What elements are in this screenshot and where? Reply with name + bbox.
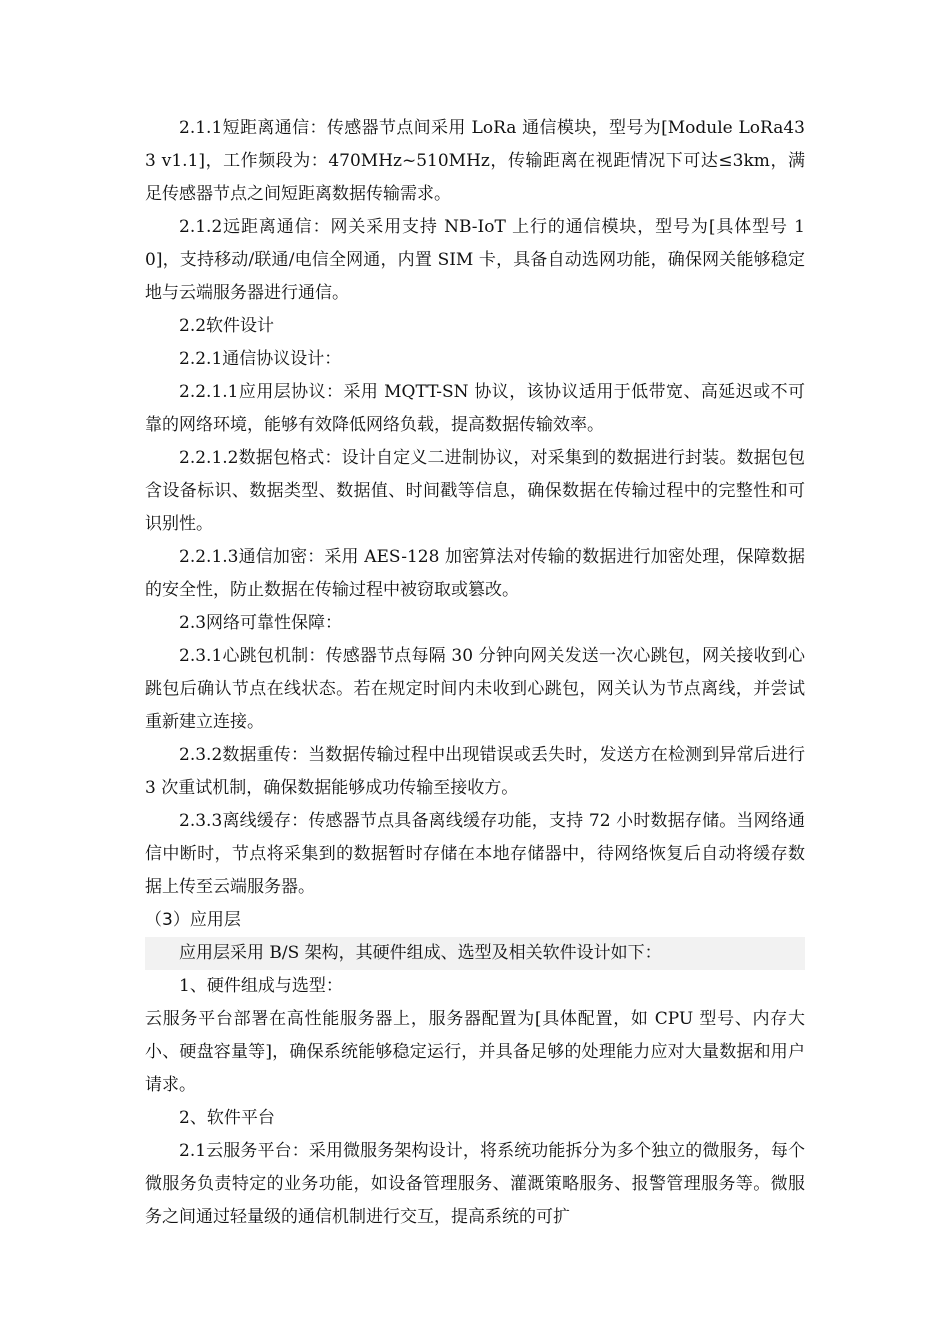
heading-2-2: 2.2软件设计	[179, 316, 275, 336]
paragraph-2-3-1: 2.3.1心跳包机制：传感器节点每隔 30 分钟向网关发送一次心跳包，网关接收到心跳包后确认节点在线状态。若在规定时间内未收到心跳包，网关认为节点离线，并尝试重新建立连接。	[145, 646, 805, 732]
heading-hardware: 1、硬件组成与选型：	[179, 976, 343, 996]
paragraph-2-2-1-2: 2.2.1.2数据包格式：设计自定义二进制协议，对采集到的数据进行封装。数据包包含设备标识、数据类型、数据值、时间戳等信息，确保数据在传输过程中的完整性和可识别性。	[145, 448, 805, 534]
paragraph-2-2-1-1: 2.2.1.1应用层协议：采用 MQTT-SN 协议，该协议适用于低带宽、高延迟或不可靠的网络环境，能够有效降低网络负载，提高数据传输效率。	[145, 382, 805, 435]
paragraph-2-1-2: 2.1.2远距离通信：网关采用支持 NB-IoT 上行的通信模块，型号为[具体型号 10]，支持移动/联通/电信全网通，内置 SIM 卡，具备自动选网功能，确保网关能够稳定地与云端服务器进行通信。	[145, 217, 805, 303]
document-body	[145, 112, 805, 1234]
section-heading-application-layer: （3）应用层	[145, 910, 241, 930]
paragraph-2-1-cloud-platform: 2.1云服务平台：采用微服务架构设计，将系统功能拆分为多个独立的微服务，每个微服务负责特定的业务功能，如设备管理服务、灌溉策略服务、报警管理服务等。微服务之间通过轻量级的通信机制进行交互，提高系统的可扩	[145, 1141, 805, 1227]
paragraph-2-3-3: 2.3.3离线缓存：传感器节点具备离线缓存功能，支持 72 小时数据存储。当网络通信中断时，节点将采集到的数据暂时存储在本地存储器中，待网络恢复后自动将缓存数据上传至云端服务器。	[145, 811, 805, 897]
heading-software-platform: 2、软件平台	[179, 1108, 275, 1128]
paragraph-application-intro: 应用层采用 B/S 架构，其硬件组成、选型及相关软件设计如下：	[145, 937, 805, 970]
paragraph-cloud-server: 云服务平台部署在高性能服务器上，服务器配置为[具体配置，如 CPU 型号、内存大小、硬盘容量等]，确保系统能够稳定运行，并具备足够的处理能力应对大量数据和用户请求。	[145, 1009, 805, 1095]
paragraph-2-2-1-3: 2.2.1.3通信加密：采用 AES-128 加密算法对传输的数据进行加密处理，保障数据的安全性，防止数据在传输过程中被窃取或篡改。	[145, 547, 805, 600]
paragraph-2-1-1: 2.1.1短距离通信：传感器节点间采用 LoRa 通信模块，型号为[Module LoRa433 v1.1]，工作频段为：470MHz~510MHz，传输距离在视距情况下可达≤3km，满足传感器节点之间短距离数据传输需求。	[145, 118, 805, 204]
heading-2-3: 2.3网络可靠性保障：	[179, 613, 343, 633]
paragraph-2-3-2: 2.3.2数据重传：当数据传输过程中出现错误或丢失时，发送方在检测到异常后进行 3 次重试机制，确保数据能够成功传输至接收方。	[145, 745, 805, 798]
heading-2-2-1: 2.2.1通信协议设计：	[179, 349, 342, 369]
